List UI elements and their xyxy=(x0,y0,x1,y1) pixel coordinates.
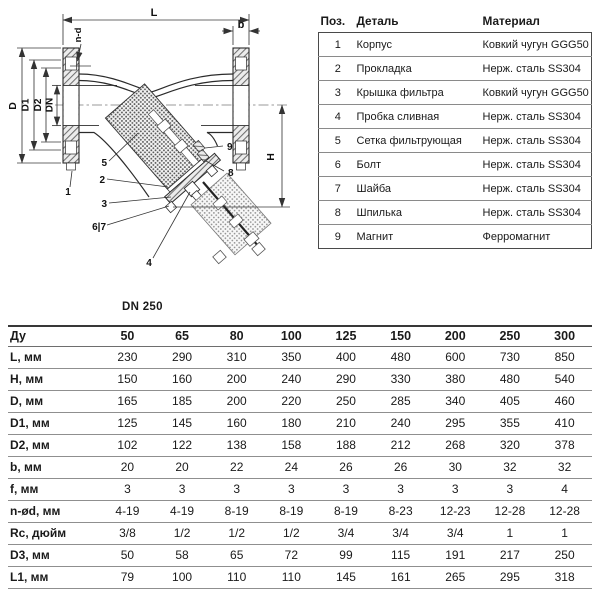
parts-table xyxy=(318,14,592,249)
dim-value: 330 xyxy=(390,372,411,386)
dim-value: 480 xyxy=(390,350,411,364)
dim-row xyxy=(8,522,592,544)
dims-size-header: 150 xyxy=(390,329,412,344)
dim-row-label: b, мм xyxy=(10,460,42,474)
dim-label-D: D xyxy=(7,102,19,110)
part-material: Ферромагнит xyxy=(482,230,551,243)
dim-label-b: b xyxy=(237,19,245,31)
part-pos: 3 xyxy=(334,86,341,99)
part-material: Ковкий чугун GGG50 xyxy=(482,38,589,51)
callout-2: 2 xyxy=(99,175,105,186)
dim-value: 150 xyxy=(117,372,138,386)
drawing-caption: DN 250 xyxy=(122,301,163,313)
dim-value: 3 xyxy=(124,482,131,496)
dim-value: 4 xyxy=(561,482,568,496)
dim-value: 405 xyxy=(499,394,520,408)
dim-value: 220 xyxy=(281,394,302,408)
dim-row-label: L1, мм xyxy=(10,570,49,584)
dim-row-label: n-ød, мм xyxy=(10,504,61,518)
part-name: Шпилька xyxy=(356,206,403,219)
dim-value: 160 xyxy=(226,416,247,430)
dim-value: 110 xyxy=(281,570,301,584)
dim-value: 295 xyxy=(499,570,520,584)
callout-1: 1 xyxy=(65,187,71,198)
dim-value: 125 xyxy=(117,416,138,430)
dim-row xyxy=(8,456,592,478)
dim-value: 3/8 xyxy=(119,526,136,540)
dim-value: 250 xyxy=(335,394,356,408)
dim-value: 26 xyxy=(393,460,408,474)
dim-value: 265 xyxy=(445,570,466,584)
dim-label-DN: DN xyxy=(44,97,56,113)
dim-value: 24 xyxy=(284,460,299,474)
dim-value: 285 xyxy=(390,394,411,408)
dim-value: 600 xyxy=(445,350,466,364)
dims-size-header: 200 xyxy=(444,329,466,344)
dim-value: 50 xyxy=(120,548,135,562)
dim-value: 102 xyxy=(117,438,138,452)
dim-value: 3 xyxy=(178,482,186,496)
dim-row-label: H, мм xyxy=(10,372,44,386)
dim-value: 20 xyxy=(120,460,135,474)
dim-row-label: D3, мм xyxy=(10,548,50,562)
dim-row-label: D1, мм xyxy=(10,416,50,430)
part-name: Пробка сливная xyxy=(356,110,440,123)
callout-4: 4 xyxy=(146,258,152,269)
dims-size-header: 300 xyxy=(554,329,576,344)
part-material: Нерж. сталь SS304 xyxy=(482,110,581,123)
dim-value: 1/2 xyxy=(282,526,300,540)
callout-9: 9 xyxy=(227,142,233,153)
drawing-column xyxy=(0,0,312,313)
dim-value: 730 xyxy=(499,350,520,364)
dim-row xyxy=(8,500,592,522)
parts-row xyxy=(319,33,592,57)
dim-row xyxy=(8,412,592,434)
dim-label-L: L xyxy=(150,7,158,19)
part-material: Нерж. сталь SS304 xyxy=(482,134,581,147)
exploded-screen-assembly xyxy=(191,173,271,263)
parts-row xyxy=(319,57,592,81)
dim-value: 3 xyxy=(233,482,241,496)
dims-corner-label: Ду xyxy=(10,329,27,344)
part-name: Сетка фильтрующая xyxy=(356,134,462,147)
dim-value: 1/2 xyxy=(173,526,191,540)
dim-value: 3 xyxy=(342,482,350,496)
part-material: Нерж. сталь SS304 xyxy=(482,158,581,171)
dim-value: 30 xyxy=(448,460,462,474)
part-name: Корпус xyxy=(356,38,392,51)
part-name: Магнит xyxy=(356,230,394,243)
dim-value: 180 xyxy=(281,416,302,430)
dim-label-D2: D2 xyxy=(33,98,44,112)
dim-value: 65 xyxy=(230,548,244,562)
dim-value: 540 xyxy=(554,372,575,386)
part-pos: 4 xyxy=(334,110,341,123)
dims-size-header: 50 xyxy=(120,329,135,344)
parts-row xyxy=(319,105,592,129)
dim-row xyxy=(8,566,592,588)
dim-value: 145 xyxy=(172,416,193,430)
dim-value: 295 xyxy=(445,416,466,430)
dim-row-label: Rc, дюйм xyxy=(10,526,67,540)
dim-row-label: D, мм xyxy=(10,394,44,408)
dim-value: 3 xyxy=(506,482,514,496)
dim-row xyxy=(8,434,592,456)
dim-value: 138 xyxy=(226,438,247,452)
dim-value: 210 xyxy=(335,416,356,430)
dim-value: 165 xyxy=(117,394,138,408)
dim-value: 480 xyxy=(499,372,520,386)
part-name: Крышка фильтра xyxy=(356,86,444,99)
dim-value: 240 xyxy=(281,372,302,386)
dim-value: 378 xyxy=(554,438,575,452)
dimensions-table xyxy=(8,325,592,589)
dim-value: 32 xyxy=(557,460,572,474)
dim-value: 12-28 xyxy=(549,504,580,518)
dim-value: 318 xyxy=(554,570,575,584)
dim-value: 3 xyxy=(397,482,404,496)
dim-value: 22 xyxy=(230,460,244,474)
dim-value: 340 xyxy=(445,394,466,408)
dim-value: 3 xyxy=(451,482,459,496)
part-material: Нерж. сталь SS304 xyxy=(482,62,581,75)
dim-value: 188 xyxy=(335,438,356,452)
dim-value: 72 xyxy=(284,548,299,562)
dim-value: 3/4 xyxy=(392,526,409,540)
parts-row xyxy=(319,201,592,225)
dim-value: 191 xyxy=(445,548,466,562)
part-pos: 8 xyxy=(334,206,341,219)
part-pos: 9 xyxy=(334,230,341,243)
callout-5: 5 xyxy=(101,158,107,169)
dim-row xyxy=(8,346,592,368)
dim-value: 122 xyxy=(172,438,193,452)
parts-header-row xyxy=(319,14,592,33)
dim-value: 268 xyxy=(445,438,466,452)
parts-row xyxy=(319,177,592,201)
part-material: Нерж. сталь SS304 xyxy=(482,206,581,219)
dim-value: 20 xyxy=(175,460,189,474)
dims-header-row xyxy=(8,326,592,346)
dim-value: 8-19 xyxy=(279,504,304,518)
dim-label-H: H xyxy=(265,153,277,161)
dim-row xyxy=(8,544,592,566)
dim-row-label: f, мм xyxy=(10,482,39,496)
parts-row xyxy=(319,153,592,177)
dims-size-header: 80 xyxy=(229,329,244,344)
dim-value: 8-19 xyxy=(333,504,358,518)
parts-column xyxy=(312,0,600,313)
callout-3: 3 xyxy=(101,199,107,210)
parts-header-material: Материал xyxy=(482,14,540,28)
dim-value: 8-19 xyxy=(224,504,249,518)
dim-value: 12-28 xyxy=(494,504,526,518)
callout-8: 8 xyxy=(228,168,234,179)
parts-row xyxy=(319,225,592,249)
part-name: Шайба xyxy=(356,182,392,195)
part-name: Болт xyxy=(356,158,382,171)
dim-value: 310 xyxy=(226,350,247,364)
dim-value: 100 xyxy=(172,570,193,584)
dim-row-label: L, мм xyxy=(10,350,42,364)
dims-size-header: 65 xyxy=(175,329,189,344)
dim-value: 200 xyxy=(226,394,247,408)
dim-value: 4-19 xyxy=(170,504,195,518)
dim-value: 230 xyxy=(117,350,138,364)
part-pos: 2 xyxy=(334,62,341,75)
dim-value: 250 xyxy=(554,548,575,562)
dims-size-header: 125 xyxy=(335,329,357,344)
dim-value: 4-19 xyxy=(115,504,140,518)
y-strainer-technical-drawing xyxy=(0,0,312,272)
part-pos: 5 xyxy=(334,134,341,147)
dim-value: 240 xyxy=(390,416,411,430)
dim-row xyxy=(8,390,592,412)
dim-value: 400 xyxy=(335,350,356,364)
dim-value: 1 xyxy=(506,526,514,540)
dim-value: 460 xyxy=(554,394,575,408)
dim-value: 1/2 xyxy=(228,526,246,540)
dim-value: 161 xyxy=(390,570,411,584)
dim-value: 160 xyxy=(172,372,193,386)
dim-value: 3 xyxy=(287,482,295,496)
dim-value: 290 xyxy=(335,372,356,386)
dim-value: 26 xyxy=(339,460,353,474)
part-material: Ковкий чугун GGG50 xyxy=(482,86,589,99)
part-pos: 7 xyxy=(334,182,341,195)
dim-value: 115 xyxy=(391,548,411,562)
dim-label-nd: n-d xyxy=(73,27,84,43)
dim-row xyxy=(8,478,592,500)
callout-6-7: 6|7 xyxy=(92,222,106,233)
dim-value: 3/4 xyxy=(337,526,355,540)
parts-row xyxy=(319,129,592,153)
dim-value: 185 xyxy=(172,394,193,408)
dim-value: 290 xyxy=(172,350,193,364)
part-material: Нерж. сталь SS304 xyxy=(482,182,581,195)
dims-size-header: 100 xyxy=(280,329,302,344)
dim-value: 99 xyxy=(339,548,353,562)
part-name: Прокладка xyxy=(356,62,412,75)
dim-value: 380 xyxy=(445,372,466,386)
dim-label-D1: D1 xyxy=(20,98,32,112)
dim-value: 217 xyxy=(499,548,520,562)
dim-row xyxy=(8,368,592,390)
part-pos: 1 xyxy=(334,38,341,51)
dim-value: 850 xyxy=(554,350,575,364)
dim-value: 32 xyxy=(503,460,517,474)
dim-value: 3/4 xyxy=(446,526,464,540)
dim-value: 58 xyxy=(175,548,189,562)
dim-value: 12-23 xyxy=(439,504,471,518)
dim-value: 79 xyxy=(120,570,135,584)
dim-value: 410 xyxy=(554,416,575,430)
dim-value: 145 xyxy=(335,570,356,584)
dim-value: 200 xyxy=(226,372,247,386)
parts-header-pos: Поз. xyxy=(320,14,346,28)
dim-value: 355 xyxy=(499,416,520,430)
dim-row-label: D2, мм xyxy=(10,438,50,452)
dim-value: 1 xyxy=(561,526,568,540)
dim-value: 8-23 xyxy=(388,504,413,518)
parts-row xyxy=(319,81,592,105)
dim-value: 320 xyxy=(499,438,520,452)
dim-value: 212 xyxy=(390,438,411,452)
dim-value: 110 xyxy=(227,570,247,584)
dim-value: 350 xyxy=(281,350,302,364)
part-pos: 6 xyxy=(334,158,341,171)
dims-size-header: 250 xyxy=(499,329,521,344)
parts-header-part: Деталь xyxy=(356,14,399,28)
dim-value: 158 xyxy=(281,438,302,452)
